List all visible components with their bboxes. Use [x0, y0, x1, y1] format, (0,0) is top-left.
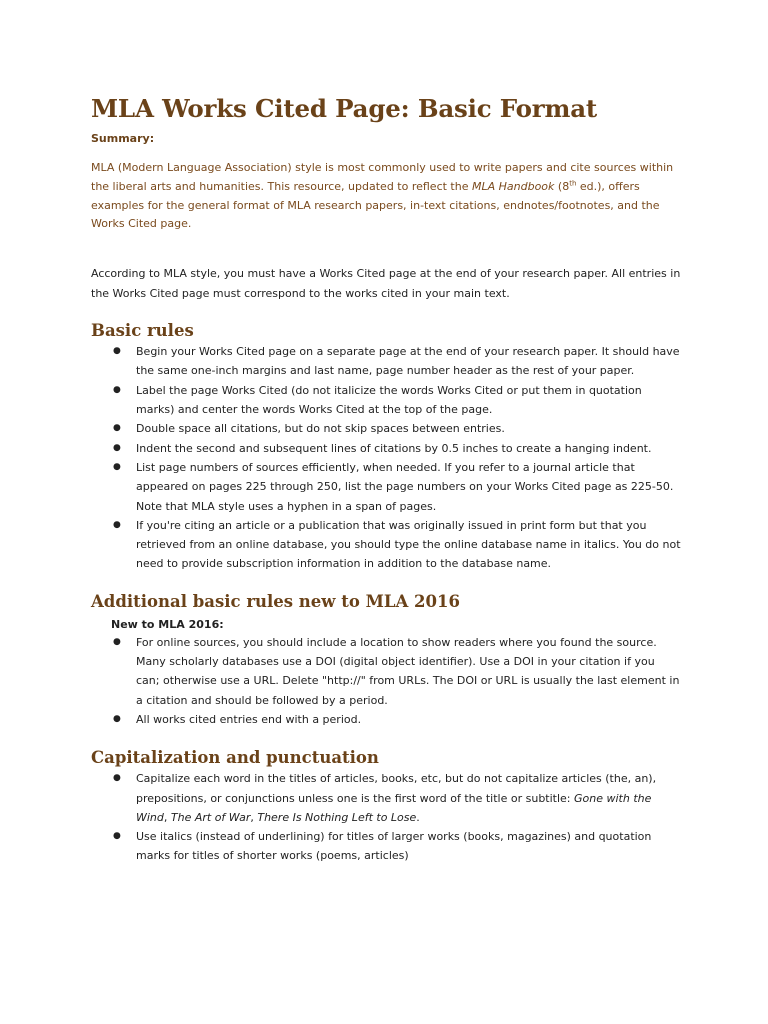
- example-title: There Is Nothing Left to Lose: [257, 810, 417, 824]
- example-separator: ,: [163, 810, 171, 824]
- list-item-text: Begin your Works Cited page on a separate page at the end of your research paper. It should have the same one-inch margins and last name, page number header as the rest of your paper.: [136, 345, 680, 378]
- edition-open: (8: [554, 179, 570, 193]
- bullet-icon: ●: [113, 442, 121, 453]
- list-item: [91, 342, 681, 381]
- list-item-text: If you're citing an article or a publication that was originally issued in print form but that you retrieved from an online database, you should type the online database name in italics. You do not need to provide subscription information in addition to the database name.: [136, 518, 681, 571]
- intro-paragraph: According to MLA style, you must have a Works Cited page at the end of your research paper. All entries in the Works Cited page must correspond to the works cited in your main text.: [91, 267, 681, 300]
- bullet-icon: ●: [113, 831, 121, 842]
- basic-rules-list: [91, 342, 681, 574]
- bullet-icon: ●: [113, 346, 121, 357]
- list-item-text: Use italics (instead of underlining) for titles of larger works (books, magazines) and quotation marks for titles of shorter works (poems, articles): [136, 830, 652, 863]
- summary-label: Summary:: [91, 132, 155, 145]
- example-title: The Art of War: [170, 810, 251, 824]
- additional-rules-list: [91, 633, 681, 729]
- edition-superscript: th: [569, 179, 577, 188]
- sentence-end: .: [416, 810, 420, 824]
- basic-rules-heading: Basic rules: [91, 321, 194, 341]
- capitalization-list: [91, 769, 681, 865]
- capitalization-heading: Capitalization and punctuation: [91, 748, 379, 768]
- list-item: [91, 516, 681, 574]
- list-item-text: For online sources, you should include a location to show readers where you found the source. Many scholarly databases use a DOI (digital object identifier). Use a DOI in your citation if you can; otherwise use a URL. Delete "http://" from URLs. The DOI or URL is usually the last element in a citation and should be followed by a period.: [136, 635, 680, 707]
- list-item: [91, 419, 681, 438]
- mla-handbook-title: MLA Handbook: [471, 179, 555, 193]
- list-item: [91, 633, 681, 710]
- list-item-text: All works cited entries end with a period.: [136, 712, 362, 726]
- summary-text: [91, 159, 681, 234]
- list-item: [91, 827, 681, 866]
- bullet-icon: ●: [113, 423, 121, 434]
- list-item-text: Label the page Works Cited (do not italicize the words Works Cited or put them in quotation marks) and center the words Works Cited at the top of the page.: [136, 383, 642, 417]
- list-item-text: Indent the second and subsequent lines of citations by 0.5 inches to create a hanging indent.: [136, 441, 652, 455]
- list-item-text: Double space all citations, but do not skip spaces between entries.: [136, 422, 505, 436]
- list-item: [91, 439, 681, 458]
- bullet-icon: ●: [113, 461, 121, 472]
- bullet-icon: ●: [113, 713, 121, 724]
- additional-rules-heading: Additional basic rules new to MLA 2016: [91, 591, 460, 611]
- bullet-icon: ●: [113, 636, 121, 647]
- summary-text-start: MLA (Modern Language Association) style is most commonly used to write papers and cite sources within the liberal arts and humanities. This resource, updated to reflect the: [91, 161, 674, 193]
- list-item: [91, 769, 681, 827]
- example-title: Gone with the Wind: [136, 791, 652, 824]
- list-item: [91, 710, 681, 729]
- bullet-icon: ●: [113, 384, 121, 395]
- summary-text-end: ed.), offers examples for the general format of MLA research papers, in-text citations, endnotes/footnotes, and the Works Cited page.: [91, 179, 660, 231]
- page-title: MLA Works Cited Page: Basic Format: [91, 94, 598, 123]
- list-item: [91, 458, 681, 516]
- bullet-icon: ●: [113, 773, 121, 784]
- bullet-icon: ●: [113, 519, 121, 530]
- list-item-text: List page numbers of sources efficiently, when needed. If you refer to a journal article that appeared on pages 225 through 250, list the page numbers on your Works Cited page as 225-50. Note that MLA style uses a hyphen in a span of pages.: [136, 460, 674, 513]
- document-page: [91, 92, 681, 866]
- list-item-text: Capitalize each word in the titles of articles, books, etc, but do not capitalize articles (the, an), prepositions, or conjunctions unless one is the first word of the title or subtitle:: [136, 772, 657, 805]
- new-to-mla-label: New to MLA 2016:: [111, 617, 224, 631]
- example-separator: ,: [250, 810, 258, 824]
- list-item: [91, 381, 681, 420]
